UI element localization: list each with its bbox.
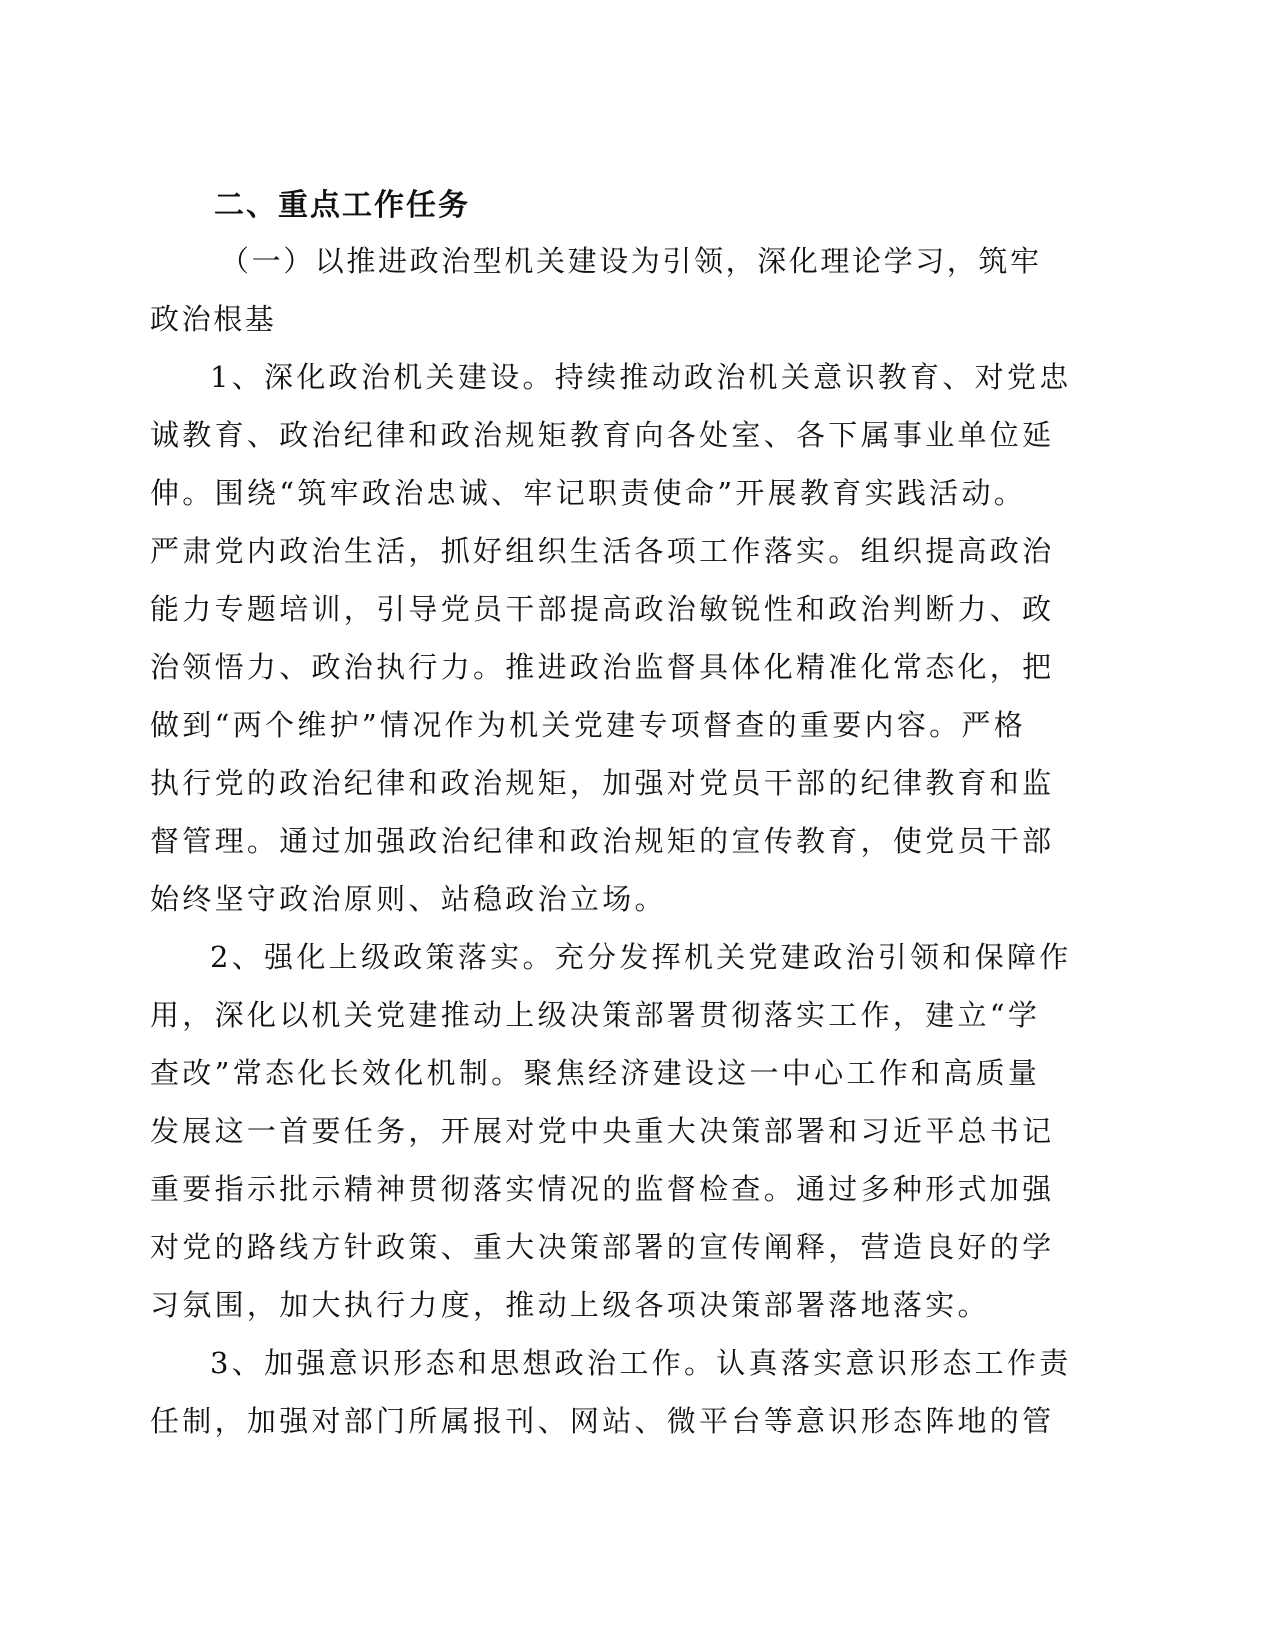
paragraph-line: 执行党的政治纪律和政治规矩，加强对党员干部的纪律教育和监 bbox=[150, 766, 1055, 800]
paragraph-line: 重要指示批示精神贯彻落实情况的监督检查。通过多种形式加强 bbox=[150, 1172, 1055, 1206]
paragraph-line: 任制，加强对部门所属报刊、网站、微平台等意识形态阵地的管 bbox=[150, 1404, 1055, 1438]
paragraph-line: 对党的路线方针政策、重大决策部署的宣传阐释，营造良好的学 bbox=[150, 1230, 1055, 1264]
paragraph-line: 治领悟力、政治执行力。推进政治监督具体化精准化常态化，把 bbox=[150, 650, 1055, 684]
paragraph-2 bbox=[150, 928, 1090, 1334]
paragraph-3 bbox=[150, 1334, 1090, 1450]
paragraph-line: 能力专题培训，引导党员干部提高政治敏锐性和政治判断力、政 bbox=[150, 592, 1055, 626]
paragraph-line: 伸。围绕“筑牢政治忠诚、牢记职责使命”开展教育实践活动。 bbox=[150, 476, 1027, 510]
paragraph-line: 习氛围，加大执行力度，推动上级各项决策部署落地落实。 bbox=[150, 1288, 990, 1322]
paragraph-line: 1、深化政治机关建设。持续推动政治机关意识教育、对党忠 bbox=[210, 360, 1072, 394]
subsection-heading-line-2: 政治根基 bbox=[150, 302, 277, 336]
paragraph-line: 3、加强意识形态和思想政治工作。认真落实意识形态工作责 bbox=[210, 1346, 1072, 1380]
section-heading: 二、重点工作任务 bbox=[214, 188, 470, 223]
paragraph-line: 2、强化上级政策落实。充分发挥机关党建政治引领和保障作 bbox=[210, 940, 1072, 974]
paragraph-line: 发展这一首要任务，开展对党中央重大决策部署和习近平总书记 bbox=[150, 1114, 1055, 1148]
paragraph-line: 督管理。通过加强政治纪律和政治规矩的宣传教育，使党员干部 bbox=[150, 824, 1055, 858]
paragraph-1 bbox=[150, 348, 1090, 928]
document-body bbox=[150, 180, 1090, 1450]
paragraph-line: 诚教育、政治纪律和政治规矩教育向各处室、各下属事业单位延 bbox=[150, 418, 1055, 452]
paragraph-line: 做到“两个维护”情况作为机关党建专项督查的重要内容。严格 bbox=[150, 708, 1027, 742]
paragraph-line: 严肃党内政治生活，抓好组织生活各项工作落实。组织提高政治 bbox=[150, 534, 1055, 568]
paragraph-line: 始终坚守政治原则、站稳政治立场。 bbox=[150, 882, 667, 916]
subsection-heading-line-1: （一）以推进政治型机关建设为引领，深化理论学习，筑牢 bbox=[220, 244, 1042, 278]
paragraph-line: 查改”常态化长效化机制。聚焦经济建设这一中心工作和高质量 bbox=[150, 1056, 1041, 1090]
paragraph-line: 用，深化以机关党建推动上级决策部署贯彻落实工作，建立“学 bbox=[150, 998, 1041, 1032]
